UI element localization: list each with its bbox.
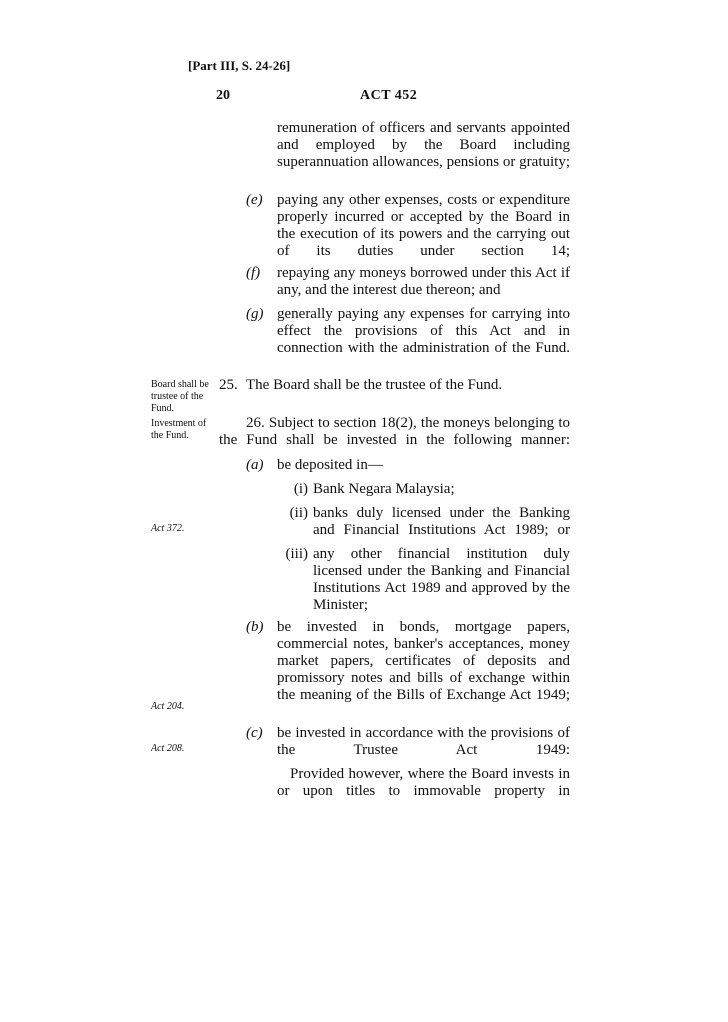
sub-i-text: Bank Negara Malaysia; [313,481,455,497]
part-reference: [Part III, S. 24-26] [188,58,291,73]
section-25-number: 25. [219,377,238,393]
margin-note-s25: Board shall be trustee of the Fund. [151,379,209,414]
item-f-label: (f) [246,265,261,281]
item-g-label: (g) [246,306,264,322]
item-b-label: (b) [246,619,264,635]
margin-note-s26: Investment of the Fund. [151,418,207,441]
margin-act-372: Act 372. [151,523,185,534]
proviso-text: Provided however, where the Board invests in or upon titles to immovable property in [277,766,570,799]
sub-i-label: (i) [293,481,308,497]
item-b-text: be invested in bonds, mortgage papers, commercial notes, banker's acceptances, money market papers, certificates of deposits and promissory notes and bills of exchange within the meaning of the Bills of Exchange Act 1949; [277,619,570,703]
continuation-text: remuneration of officers and servants appointed and employed by the Board including superannuation allowances, pensions or gratuity; [277,120,570,170]
section-26-body: Subject to section 18(2), the moneys belonging to the Fund shall be invested in the following manner: [219,415,570,448]
item-e-text: paying any other expenses, costs or expenditure properly incurred or accepted by the Board in the execution of its powers and the carrying out of its duties under section 14; [277,192,570,259]
item-c-label: (c) [246,725,263,741]
item-g-text: generally paying any expenses for carrying into effect the provisions of this Act and in connection with the administration of the Fund. [277,306,570,356]
item-a-label: (a) [246,457,264,473]
item-c-text: be invested in accordance with the provisions of the Trustee Act 1949: [277,725,570,758]
margin-act-208: Act 208. [151,743,185,754]
sub-iii-text: any other financial institution duly licensed under the Banking and Financial Institutions Act 1989 and approved by the Minister; [313,546,570,613]
sub-iii-label: (iii) [285,546,308,562]
section-25-text: The Board shall be the trustee of the Fund. [246,377,503,393]
margin-act-204: Act 204. [151,701,185,712]
act-title: ACT 452 [360,88,418,103]
section-26-text [219,415,570,449]
section-26-number: 26. [246,415,265,431]
sub-ii-label: (ii) [289,505,308,521]
item-f-text: repaying any moneys borrowed under this Act if any, and the interest due thereon; and [277,265,570,298]
item-e-label: (e) [246,192,263,208]
item-a-text: be deposited in— [277,457,383,473]
sub-ii-text: banks duly licensed under the Banking and Financial Institutions Act 1989; or [313,505,570,538]
page-number: 20 [216,88,230,103]
